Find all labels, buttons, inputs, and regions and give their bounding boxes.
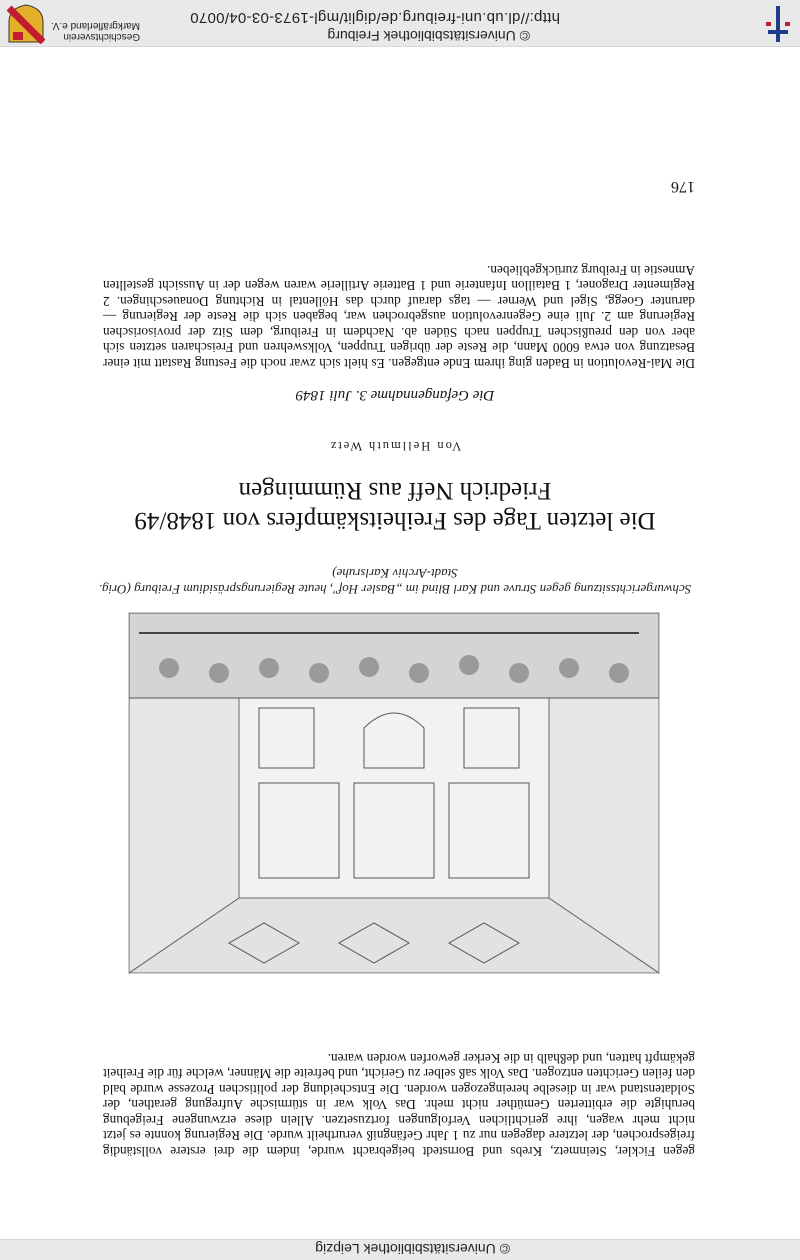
society-name: Geschichtsverein Markgräflerland e.V.	[50, 20, 140, 42]
library-header	[0, 0, 800, 46]
society-coat-of-arms-icon	[7, 4, 45, 44]
footer-credit: © Universitätsbibliothek Leipzig	[315, 1241, 510, 1257]
university-logo-icon	[764, 6, 792, 42]
article-title: Die letzten Tage des Freiheitskämpfers von 1848/49 Friedrich Neff aus Rümmingen	[134, 477, 656, 534]
library-credit: © Universitätsbibliothek Freiburg	[327, 28, 530, 44]
courtroom-engraving	[128, 612, 660, 974]
section-heading: Die Gefangennahme 3. Juli 1849	[295, 387, 495, 403]
continued-paragraph	[103, 999, 695, 1159]
document-url-link[interactable]: http://dl.ub.uni-freiburg.de/diglit/mgl-1973-03-04/0070	[189, 9, 560, 26]
engraving-drawing	[129, 613, 659, 973]
continued-text: gegen Fickler, Steinmetz, Krebs und Bornstedt beigebracht wurde, indem die drei erstere vollständig freigesprochen, der letztere dagegen nur zu 1 Jahr Gefängniß verurtheilt wurde. Die Regierung konnte es jetzt nicht mehr wagen, ihre gerichtlichen Verfolgungen fortzusetzen. Allein diese erzwungene Freigebung beruhigte die erbitterten Gemüther nicht mehr. Das Volk war in stürmische Aufregung gerathen, der Soldatenstand war in dieselbe hereingezogen worden. Die Entscheidung der politischen Prozesse wurde bald den feilen Gerichten entzogen. Das Volk saß selber zu Gericht, und befreite die Männer, welche für die Freiheit gekämpft hatten, und deßhalb in die Kerker geworfen worden waren.	[103, 1051, 695, 1159]
article-paragraph: Die Mai-Revolution in Baden ging ihrem Ende entgegen. Es hielt sich zwar noch die Festung Rastatt mit einer Besatzung von etwa 6000 Mann, die Reste der übrigen Truppen, Volkswehren und Freischaren setzten sich aber von den preußischen Truppen nach Süden ab. Nachdem in Freiburg, dem Sitz der provisorischen Regierung am 2. Juli eine Gegenrevolution ausgebrochen war, begaben sich die Reste der Regierung — darunter Goegg, Sigel und Werner — tags darauf durch das Höllental in Richtung Donaueschingen. 2 Regimenter Dragoner, 1 Bataillon Infanterie und 1 Batterie Artillerie waren wegen der in Aussicht gestellten Amnestie in Freiburg zurückgeblieben.	[103, 263, 695, 371]
article-body	[103, 206, 695, 371]
article-author: Von Hellmuth Wetz	[328, 439, 462, 453]
page-number: 176	[671, 178, 695, 195]
library-footer	[0, 1239, 800, 1259]
figure-caption: Schwurgerichtssitzung gegen Struve und Karl Blind im „Basler Hof", heute Regierungspräsidium Freiburg (Orig. Stadt-Archiv Karlsruhe)	[98, 566, 692, 597]
